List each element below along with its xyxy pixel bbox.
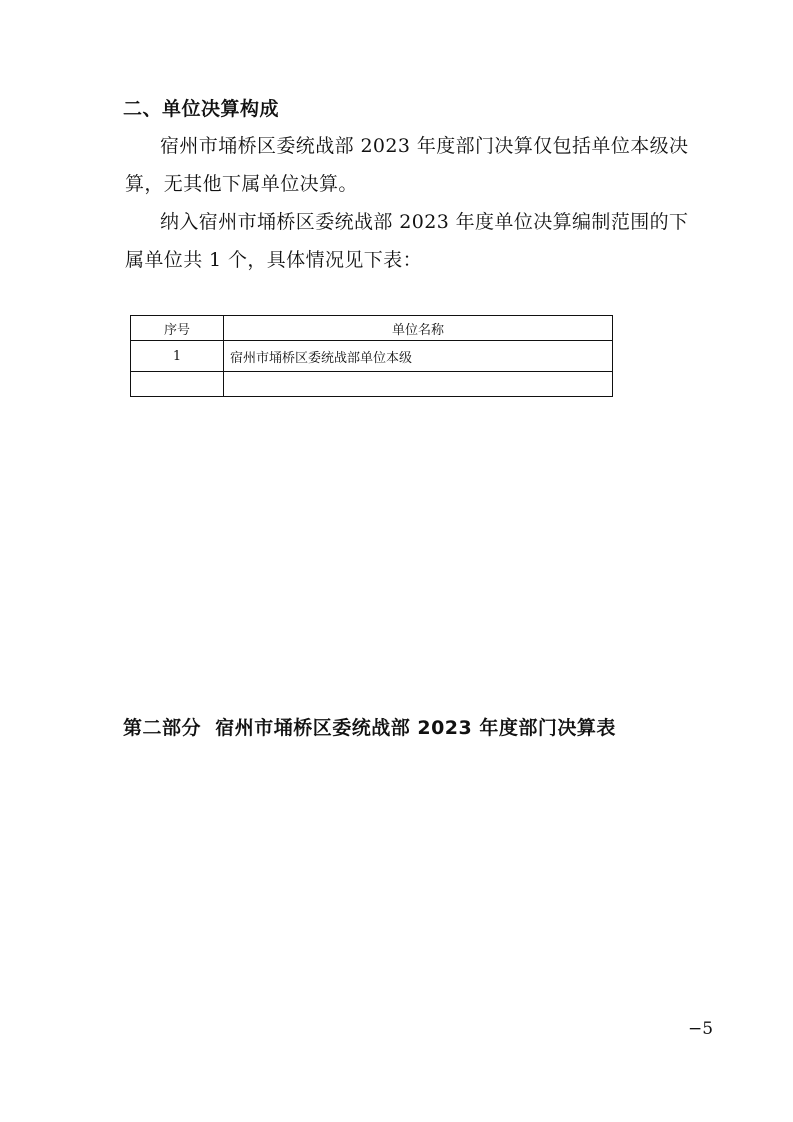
cell-unit-name [224,372,613,397]
cell-seq [131,372,224,397]
paragraph-1-line-1: 宿州市埇桥区委统战部 2023 年度部门决算仅包括单位本级决 [160,135,689,157]
table-row [131,341,613,372]
header-seq: 序号 [131,316,224,341]
cell-unit-name: 宿州市埇桥区委统战部单位本级 [224,341,613,372]
part-two-heading: 第二部分 宿州市埇桥区委统战部 2023 年度部门决算表 [123,717,616,739]
table-row [131,372,613,397]
page-number: −5 [688,1019,714,1039]
paragraph-2-line-2: 属单位共 1 个，具体情况见下表： [125,249,422,271]
header-unit-name: 单位名称 [224,316,613,341]
paragraph-2-line-1: 纳入宿州市埇桥区委统战部 2023 年度单位决算编制范围的下 [160,211,689,233]
table-header-row [131,316,613,341]
paragraph-1-line-2: 算，无其他下属单位决算。 [125,173,358,195]
cell-seq: 1 [131,341,224,372]
section-heading: 二、单位决算构成 [123,98,280,120]
unit-table [130,315,613,397]
